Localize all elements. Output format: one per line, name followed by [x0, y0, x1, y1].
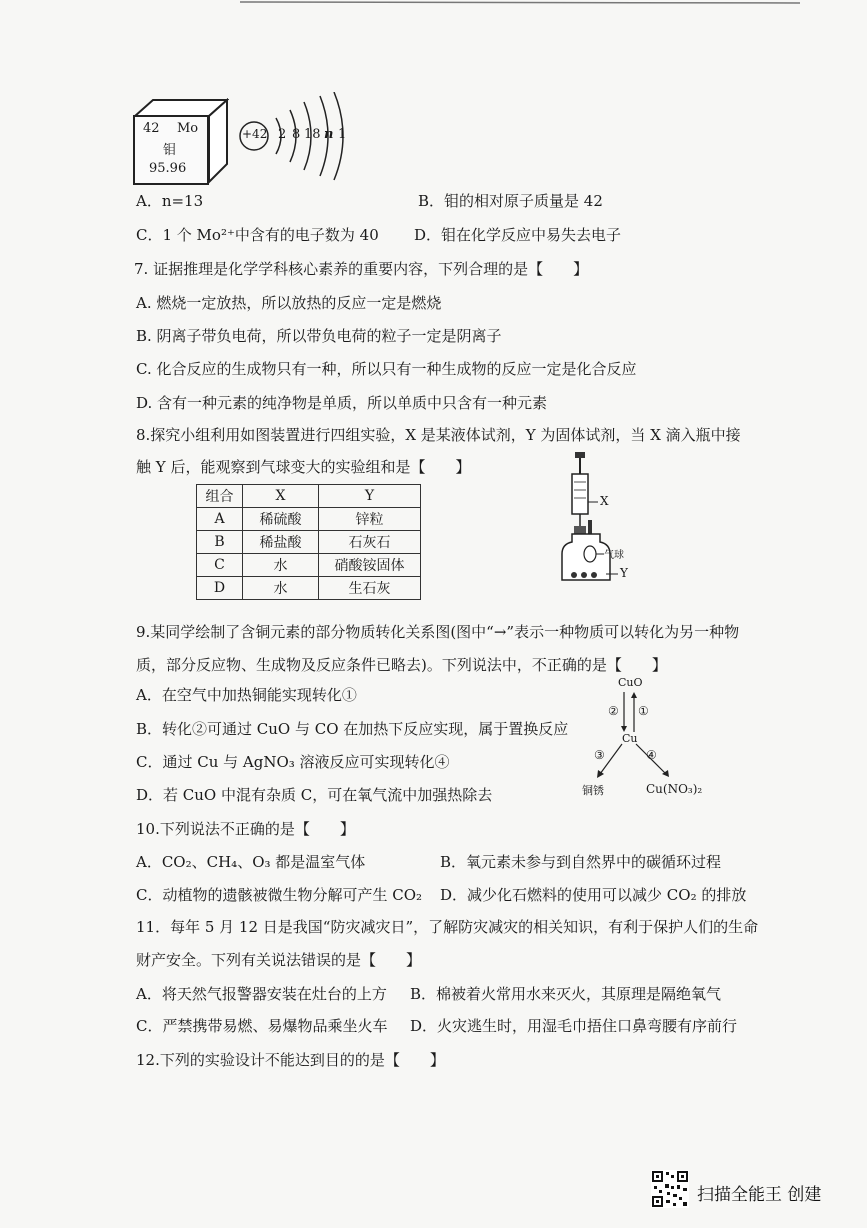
shell-5-count: 1	[338, 127, 347, 142]
q7-option-a: A. 燃烧一定放热，所以放热的反应一定是燃烧	[136, 294, 442, 312]
experiment-table	[196, 484, 421, 600]
element-name: 钼	[163, 143, 177, 158]
q11-option-c: C．严禁携带易燃、易爆物品乘坐火车	[136, 1017, 388, 1035]
q11-option-a: A．将天然气报警器安装在灶台的上方	[136, 985, 387, 1003]
arrow-label-3: ③	[594, 748, 605, 762]
node-cu: Cu	[622, 732, 638, 745]
q8-stem-line2: 触 Y 后，能观察到气球变大的实验组和是【 】	[136, 458, 471, 476]
table-row	[197, 577, 421, 600]
q11-option-d: D．火灾逃生时，用湿毛巾捂住口鼻弯腰有序前行	[410, 1017, 738, 1035]
arrow-label-2: ②	[608, 704, 619, 718]
nucleus-charge: +42	[242, 127, 268, 141]
q6-option-b: B．钼的相对原子质量是 42	[418, 192, 603, 210]
q12-stem: 12.下列的实验设计不能达到目的的是【 】	[136, 1051, 445, 1069]
shell-1-count: 2	[278, 127, 287, 142]
q7-option-b: B. 阴离子带负电荷，所以带负电荷的粒子一定是阴离子	[136, 327, 502, 345]
copper-conversion-diagram	[578, 674, 708, 802]
node-verdigris: 铜锈	[582, 784, 604, 797]
qr-code-icon	[651, 1170, 689, 1208]
element-card-face	[133, 115, 209, 185]
q9-stem-line2: 质，部分反应物、生成物及反应条件已略去)。下列说法中，不正确的是【 】	[136, 656, 667, 674]
q7-option-d: D. 含有一种元素的纯净物是单质，所以单质中只含有一种元素	[136, 394, 548, 412]
table-row	[197, 508, 421, 531]
q9-stem-line1: 9.某同学绘制了含铜元素的部分物质转化关系图(图中“→”表示一种物质可以转化为另一种物	[136, 623, 740, 641]
label-y: Y	[620, 566, 628, 580]
atomic-mass: 95.96	[149, 161, 187, 176]
q6-option-a: A．n=13	[136, 192, 204, 210]
q9-option-c: C．通过 Cu 与 AgNO₃ 溶液反应可实现转化④	[136, 753, 450, 771]
node-copper-nitrate: Cu(NO₃)₂	[646, 782, 703, 796]
node-cuo: CuO	[618, 676, 643, 689]
table-cell: D	[197, 577, 243, 600]
q10-option-c: C．动植物的遗骸被微生物分解可产生 CO₂	[136, 886, 423, 904]
arrow-label-1: ①	[638, 704, 649, 718]
q8-stem-line1: 8.探究小组利用如图装置进行四组实验，X 是某液体试剂，Y 为固体试剂，当 X 滴入瓶中接	[136, 426, 741, 444]
shell-2-count: 8	[292, 127, 301, 142]
shell-3-count: 18	[304, 127, 321, 142]
table-cell: 锌粒	[319, 508, 421, 531]
table-cell: 水	[243, 554, 319, 577]
q9-option-d: D．若 CuO 中混有杂质 C，可在氧气流中加强热除去	[136, 786, 493, 804]
scan-edge-line	[240, 0, 800, 10]
table-cell: 生石灰	[319, 577, 421, 600]
table-header: Y	[319, 485, 421, 508]
q7-stem: 7. 证据推理是化学学科核心素养的重要内容，下列合理的是【 】	[134, 260, 589, 278]
table-cell: 硝酸铵固体	[319, 554, 421, 577]
table-cell: B	[197, 531, 243, 554]
q11-stem-line1: 11．每年 5 月 12 日是我国“防灾减灾日”，了解防灾减灾的相关知识，有利于保护人们的生命	[136, 918, 759, 936]
table-cell: 稀硫酸	[243, 508, 319, 531]
atomic-number: 42	[143, 121, 160, 136]
atom-structure-diagram	[238, 92, 358, 184]
arrow-label-4: ④	[646, 748, 657, 762]
q11-stem-line2: 财产安全。下列有关说法错误的是【 】	[136, 951, 422, 969]
q9-option-b: B．转化②可通过 CuO 与 CO 在加热下反应实现，属于置换反应	[136, 720, 569, 738]
table-cell: 稀盐酸	[243, 531, 319, 554]
apparatus-diagram	[560, 450, 650, 585]
label-balloon: 气球	[604, 550, 624, 561]
table-header-row	[197, 485, 421, 508]
table-cell: A	[197, 508, 243, 531]
q9-option-a: A．在空气中加热铜能实现转化①	[136, 686, 357, 704]
table-row	[197, 531, 421, 554]
q10-option-d: D．减少化石燃料的使用可以减少 CO₂ 的排放	[440, 886, 747, 904]
label-x: X	[600, 494, 609, 508]
table-header: 组合	[197, 485, 243, 508]
scanner-watermark: 扫描全能王 创建	[697, 1185, 822, 1205]
element-symbol: Mo	[177, 121, 199, 136]
q10-option-b: B．氧元素未参与到自然界中的碳循环过程	[440, 853, 722, 871]
q6-option-c: C．1 个 Mo²⁺中含有的电子数为 40	[136, 226, 379, 244]
table-header: X	[243, 485, 319, 508]
q6-option-d: D．钼在化学反应中易失去电子	[414, 226, 622, 244]
table-cell: 水	[243, 577, 319, 600]
q10-stem: 10.下列说法不正确的是【 】	[136, 820, 355, 838]
table-cell: 石灰石	[319, 531, 421, 554]
q7-option-c: C. 化合反应的生成物只有一种，所以只有一种生成物的反应一定是化合反应	[136, 360, 637, 378]
table-cell: C	[197, 554, 243, 577]
element-card	[133, 98, 229, 182]
table-row	[197, 554, 421, 577]
q11-option-b: B．棉被着火常用水来灭火，其原理是隔绝氧气	[410, 985, 722, 1003]
q10-option-a: A．CO₂、CH₄、O₃ 都是温室气体	[136, 853, 366, 871]
shell-4-count: n	[324, 127, 334, 142]
